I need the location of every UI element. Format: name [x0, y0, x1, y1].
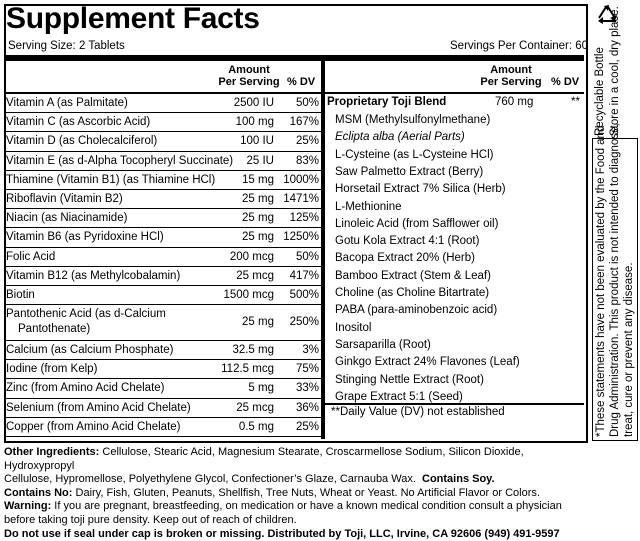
contains-no-label: Contains No:	[4, 486, 73, 499]
nutrient-amount: 25 IU	[246, 154, 274, 167]
nutrient-dv: 36%	[295, 401, 319, 414]
contains-no	[4, 487, 594, 501]
amount-header	[475, 64, 547, 88]
nutrient-dv: 1000%	[283, 173, 319, 186]
list-item: Bacopa Extract 20% (Herb)	[335, 252, 475, 265]
dv-footnote: **Daily Value (DV) not established	[331, 406, 505, 418]
nutrient-name: Vitamin E (as d-Alpha Tocopheryl Succinate)	[6, 154, 234, 167]
nutrient-amount: 0.5 mg	[238, 420, 274, 433]
blend-amount: 760 mg	[495, 96, 534, 108]
dv-header: % DV	[287, 76, 316, 88]
nutrient-name: Biotin	[6, 288, 35, 301]
table-row	[4, 286, 321, 305]
nutrient-amount: 25 mg	[242, 231, 274, 244]
nutrient-name: Iodine (from Kelp)	[6, 363, 98, 376]
nutrient-dv: 33%	[295, 382, 319, 395]
table-row	[4, 305, 321, 341]
amount-header-line2: Per Serving	[218, 76, 280, 88]
list-item: Saw Palmetto Extract (Berry)	[335, 165, 484, 178]
nutrient-name: Copper (from Amino Acid Chelate)	[6, 420, 181, 433]
nutrient-dv: 83%	[295, 154, 319, 167]
other-ingredients-label: Other Ingredients:	[4, 446, 100, 458]
nutrient-name: Folic Acid	[6, 250, 56, 263]
nutrient-amount: 100 IU	[240, 135, 274, 148]
fda-disclaimer-line1: *These statements have not been evaluated by the Food and	[595, 125, 607, 437]
nutrient-amount: 25 mg	[242, 316, 274, 329]
list-item: Sarsaparilla (Root)	[335, 338, 431, 351]
table-row	[4, 341, 321, 360]
warning-text: If you are pregnant, breastfeeding, on medication or have a known medical condition consult a physician	[51, 500, 562, 513]
amount-header	[214, 64, 284, 88]
table-row	[4, 94, 321, 113]
nutrient-name: Vitamin C (as Ascorbic Acid)	[6, 116, 151, 129]
nutrient-amount: 200 mcg	[229, 250, 274, 263]
nutrient-amount: 25 mg	[242, 212, 274, 225]
amount-header-line2: Per Serving	[480, 76, 542, 88]
warning	[4, 500, 594, 514]
list-item: L-Cysteine (as L-Cysteine HCl)	[335, 148, 494, 161]
nutrient-name: Riboflavin (Vitamin B2)	[6, 192, 123, 205]
warning-line2: before taking toji pure density. Keep out of reach of children.	[4, 513, 297, 526]
list-item: Ginkgo Extract 24% Flavones (Leaf)	[335, 356, 520, 369]
dv-header: % DV	[551, 76, 580, 88]
amount-header-line1: Amount	[228, 64, 270, 76]
nutrient-amount: 25 mg	[242, 192, 274, 205]
servings-per-container: Servings Per Container: 60	[450, 40, 589, 52]
nutrient-amount: 1500 mcg	[223, 288, 274, 301]
nutrient-name: Selenium (from Amino Acid Chelate)	[6, 401, 191, 414]
nutrient-amount: 2500 IU	[233, 97, 274, 109]
table-row	[4, 113, 321, 132]
table-row	[4, 228, 321, 247]
list-item: Choline (as Choline Bitartrate)	[335, 287, 490, 299]
list-item: Eclipta alba (Aerial Parts)	[335, 131, 465, 144]
table-row	[4, 267, 321, 286]
other-ingredients	[4, 446, 594, 473]
nutrient-dv: 25%	[295, 135, 319, 148]
nutrient-dv: 1250%	[283, 231, 319, 244]
other-ingredients-text-2: Cellulose, Hypromellose, Polyethylene Glycol, Confectioner’s Glaze, Carnauba Wax.	[4, 473, 416, 486]
table-header	[4, 61, 321, 94]
table-row	[4, 418, 321, 437]
page-title: Supplement Facts	[6, 2, 260, 35]
vitamins-table	[4, 61, 321, 437]
table-row	[4, 379, 321, 398]
nutrient-name: Calcium (as Calcium Phosphate)	[6, 344, 174, 357]
nutrient-dv: 25%	[295, 420, 319, 433]
table-row	[4, 248, 321, 267]
nutrient-amount: 25 mcg	[236, 269, 274, 282]
serving-size: Serving Size: 2 Tablets	[8, 40, 125, 52]
blend-dv: **	[571, 96, 580, 108]
nutrient-name-line2: Pantothenate)	[18, 323, 91, 336]
amount-header-line1: Amount	[490, 64, 532, 76]
table-row	[4, 399, 321, 418]
nutrient-amount: 15 mg	[242, 173, 274, 186]
nutrient-name: Vitamin B12 (as Methylcobalamin)	[6, 269, 181, 282]
nutrient-dv: 250%	[289, 316, 319, 329]
list-item: Horsetail Extract 7% Silica (Herb)	[335, 183, 506, 196]
nutrient-dv: 125%	[289, 212, 319, 225]
contains-no-text: Dairy, Fish, Gluten, Peanuts, Shellfish, Tree Nuts, Wheat or Yeast. No Artificial Flavor or Colors.	[72, 486, 540, 499]
list-item: L-Methionine	[335, 200, 402, 213]
list-item: PABA (para-aminobenzoic acid)	[335, 304, 498, 317]
vitamin-rows	[4, 94, 321, 437]
table-row	[4, 132, 321, 151]
nutrient-dv: 50%	[295, 97, 319, 109]
other-ingredients-text: Cellulose, Stearic Acid, Magnesium Stearate, Croscarmellose Sodium, Silicon Dioxide, Hydroxypropyl	[4, 446, 524, 472]
nutrient-name: Vitamin D (as Cholecalciferol)	[6, 135, 158, 148]
blend-name: Proprietary Toji Blend	[327, 96, 447, 108]
nutrient-dv: 75%	[295, 363, 319, 376]
distribution-notice: Do not use if seal under cap is broken or missing. Distributed by Toji, LLC, Irvine, CA 92606 (949) 491-9597	[4, 527, 560, 540]
nutrient-name: Vitamin A (as Palmitate)	[6, 97, 128, 109]
nutrient-dv: 3%	[302, 344, 319, 357]
nutrient-amount: 112.5 mcg	[221, 363, 274, 376]
nutrient-name: Vitamin B6 (as Pyridoxine HCl)	[6, 231, 164, 244]
nutrient-name: Zinc (from Amino Acid Chelate)	[6, 382, 165, 395]
fda-disclaimer-line3: treat, cure or prevent any disease.	[623, 262, 635, 437]
table-row	[4, 152, 321, 171]
list-item: Linoleic Acid (from Safflower oil)	[335, 217, 499, 230]
nutrient-dv: 417%	[289, 269, 319, 282]
list-item: Bamboo Extract (Stem & Leaf)	[335, 269, 491, 282]
warning-label: Warning:	[4, 500, 52, 513]
list-item: Inositol	[335, 321, 372, 334]
nutrient-amount: 25 mcg	[236, 401, 274, 414]
list-item: Gotu Kola Extract 4:1 (Root)	[335, 235, 480, 248]
list-item: MSM (Methylsulfonylmethane)	[335, 114, 491, 126]
table-row	[4, 209, 321, 228]
storage-instructions: Store in a cool, dry place.	[609, 6, 621, 136]
nutrient-name: Pantothenic Acid (as d-Calcium	[6, 308, 166, 321]
list-item: Grape Extract 5:1 (Seed)	[335, 390, 463, 403]
fda-disclaimer-line2: Drug Administration. This product is not intended to diagnose,	[609, 123, 621, 437]
nutrient-amount: 32.5 mg	[232, 344, 274, 357]
other-ingredients-line2	[4, 473, 594, 487]
list-item: Stinging Nettle Extract (Root)	[335, 373, 484, 386]
nutrient-dv: 50%	[295, 250, 319, 263]
nutrient-dv: 500%	[289, 288, 319, 301]
column-divider	[321, 61, 325, 439]
blend-footer-divider	[325, 403, 584, 405]
blend-table	[325, 61, 584, 94]
nutrient-dv: 167%	[289, 116, 319, 129]
table-row	[4, 360, 321, 379]
table-row	[4, 190, 321, 209]
table-row	[4, 171, 321, 190]
contains-soy: Contains Soy.	[422, 473, 495, 486]
nutrient-amount: 5 mg	[248, 382, 274, 395]
table-header	[325, 61, 584, 94]
ingredients-warnings	[4, 446, 594, 541]
nutrient-amount: 100 mg	[235, 116, 274, 129]
recyclable-bottle: Recyclable Bottle	[594, 47, 606, 136]
nutrient-name: Niacin (as Niacinamide)	[6, 212, 128, 225]
nutrient-dv: 1471%	[283, 192, 319, 205]
nutrient-name: Thiamine (Vitamin B1) (as Thiamine HCl)	[6, 173, 216, 186]
